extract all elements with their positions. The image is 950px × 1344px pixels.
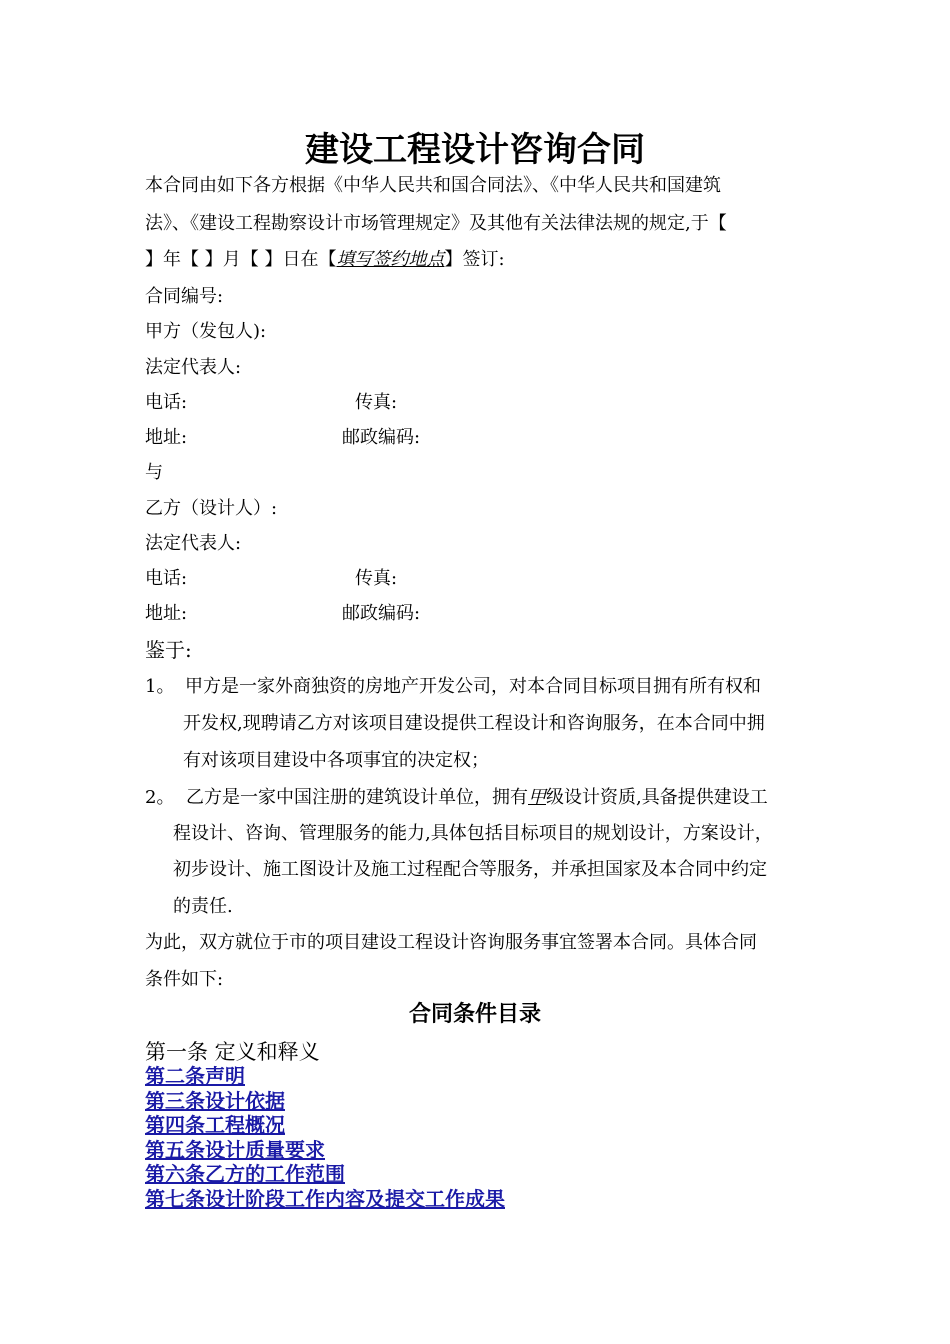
toc-item [145,1138,505,1163]
contract-number-label: 合同编号: [145,286,224,307]
whereas-item-1-line-3: 有对该项目建设中各项事宜的决定权； [183,750,489,771]
toc-item [145,1162,505,1187]
toc-item [145,1089,505,1114]
preamble-line-2: 法》、《建设工程勘察设计市场管理规定》及其他有关法律法规的规定,于【 [145,213,727,234]
toc-item [145,1187,505,1212]
whereas-item-2-line-2: 程设计、咨询、管理服务的能力,具体包括目标项目的规划设计，方案设计， [173,823,773,844]
party-b-address-label: 地址: [145,603,188,624]
conclusion-line-1: 为此，双方就位于市的项目建设工程设计咨询服务事宜签署本合同。具体合同 [145,932,757,953]
party-b-fax-label: 传真: [355,568,398,589]
party-a-address-label: 地址: [145,427,188,448]
whereas-item-2-number: 2。 [145,787,175,808]
toc-link-article-2[interactable]: 第二条声明 [145,1064,245,1088]
whereas-item-1-line-2: 开发权,现聘请乙方对该项目建设提供工程设计和咨询服务，在本合同中拥 [183,713,765,734]
toc-link-list [145,1064,505,1212]
and-text: 与 [145,462,163,483]
toc-item [145,1113,505,1138]
toc-link-article-4[interactable]: 第四条工程概况 [145,1113,285,1138]
party-b-postcode-label: 邮政编码: [342,603,421,624]
whereas-item-2-line-1 [186,785,768,811]
toc-link-article-6[interactable]: 第六条乙方的工作范围 [145,1162,345,1187]
whereas-item-1-number: 1。 [145,676,175,697]
toc-link-article-7[interactable]: 第七条设计阶段工作内容及提交工作成果 [145,1186,505,1211]
preamble-signed-text: 】签订: [444,249,505,270]
party-a-fax-label: 传真: [355,392,398,413]
conclusion-line-2: 条件如下: [145,969,224,990]
qualification-grade: 甲 [528,787,546,808]
toc-item-article-1: 第一条 定义和释义 [145,1040,320,1064]
toc-link-article-3[interactable]: 第三条设计依据 [145,1088,285,1113]
whereas-item-2-line-4: 的责任. [173,896,233,917]
toc-item [145,1064,505,1089]
whereas-item-2-text-b: 级设计资质,具备提供建设工 [546,787,768,808]
whereas-item-2-text-a: 乙方是一家中国注册的建筑设计单位，拥有 [186,787,528,808]
whereas-item-1-line-1: 甲方是一家外商独资的房地产开发公司，对本合同目标项目拥有所有权和 [185,676,761,697]
party-b-label: 乙方（设计人）: [145,498,278,519]
party-a-label: 甲方（发包人): [145,321,267,342]
party-a-postcode-label: 邮政编码: [342,427,421,448]
signing-place-placeholder: 填写签约地点 [336,249,445,270]
preamble-line-1: 本合同由如下各方根据《中华人民共和国合同法》、《中华人民共和国建筑 [145,175,721,196]
document-title: 建设工程设计咨询合同 [305,130,645,170]
whereas-heading: 鉴于: [145,638,192,662]
toc-link-article-5[interactable]: 第五条设计质量要求 [145,1137,325,1162]
toc-title: 合同条件目录 [408,1002,541,1027]
preamble-line-3 [145,247,505,273]
preamble-date-text: 】年【 】月【 】日在【 [145,249,337,270]
whereas-item-2-line-3: 初步设计、施工图设计及施工过程配合等服务，并承担国家及本合同中约定 [173,859,767,880]
party-b-representative-label: 法定代表人: [145,533,242,554]
party-b-phone-label: 电话: [145,568,188,589]
party-a-phone-label: 电话: [145,392,188,413]
party-a-representative-label: 法定代表人: [145,357,242,378]
